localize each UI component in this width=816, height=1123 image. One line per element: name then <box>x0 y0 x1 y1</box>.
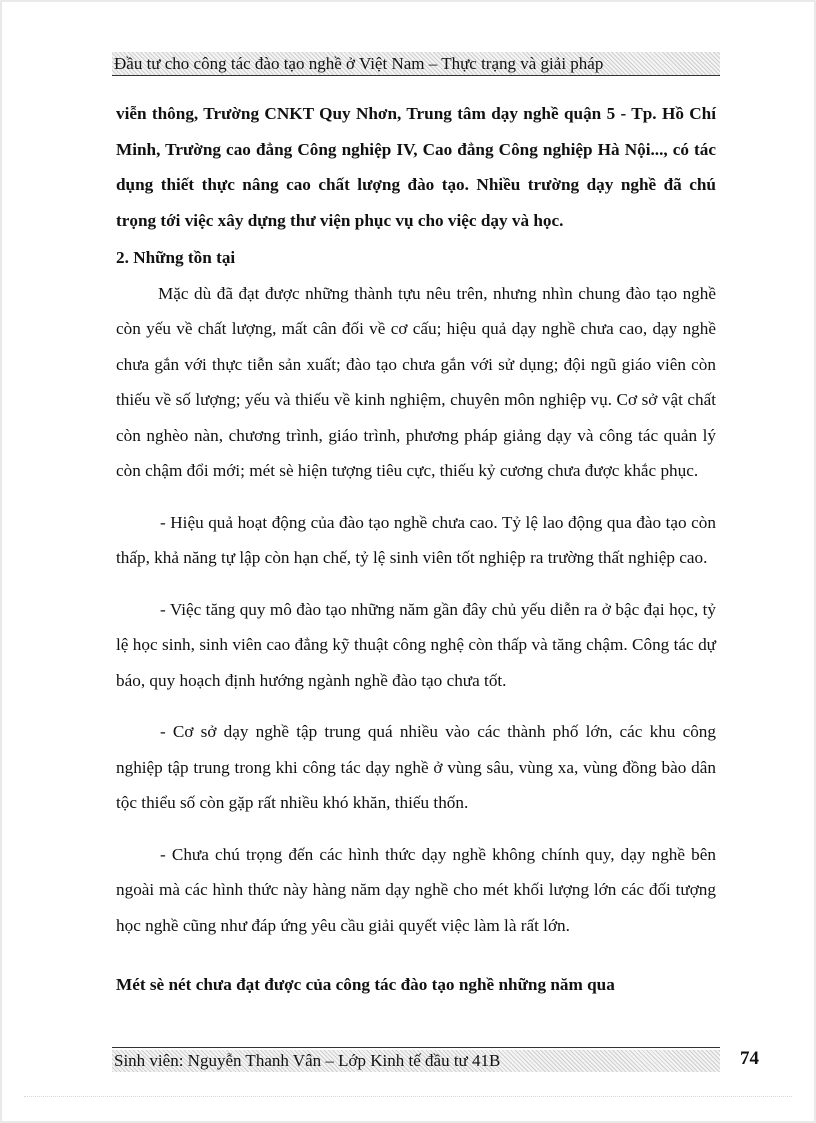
page-number: 74 <box>740 1048 759 1069</box>
running-header: Đầu tư cho công tác đào tạo nghề ở Việt Nam – Thực trạng và giải pháp <box>112 52 720 76</box>
running-footer: Sinh viên: Nguyễn Thanh Vân – Lớp Kinh tế đầu tư 41B <box>112 1050 720 1072</box>
bullet-efficiency: - Hiệu quả hoạt động của đào tạo nghề chưa cao. Tỷ lệ lao động qua đào tạo còn thấp, khả năng tự lập còn hạn chế, tỷ lệ sinh viên tốt nghiệp ra trường thất nghiệp cao. <box>116 512 716 567</box>
bullet-scale: - Việc tăng quy mô đào tạo những năm gần đây chủ yếu diễn ra ở bậc đại học, tỷ lệ học sinh, sinh viên cao đẳng kỹ thuật công nghệ còn thấp và tăng chậm. Công tác dự báo, quy hoạch định hướng ngành nghề đào tạo chưa tốt. <box>116 599 716 690</box>
body-text <box>116 96 716 943</box>
final-heading: Mét sè nét chưa đạt được của công tác đào tạo nghề những năm qua <box>116 975 615 994</box>
bullet-facilities: - Cơ sở dạy nghề tập trung quá nhiều vào các thành phố lớn, các khu công nghiệp tập trung trong khi công tác dạy nghề ở vùng sâu, vùng xa, vùng đồng bào dân tộc thiểu số còn gặp rất nhiều khó khăn, thiếu thốn. <box>116 722 716 812</box>
footer-rule <box>112 1047 720 1048</box>
page-bottom-divider <box>24 1096 792 1097</box>
section-heading: 2. Những tồn tại <box>116 248 236 267</box>
bullet-informal-training: - Chưa chú trọng đến các hình thức dạy nghề không chính quy, dạy nghề bên ngoài mà các hình thức này hàng năm dạy nghề cho mét khối lượng lớn các đối tượng học nghề cũng như đáp ứng yêu cầu giải quyết việc làm là rất lớn. <box>116 844 716 935</box>
paragraph-shortcomings: Mặc dù đã đạt được những thành tựu nêu trên, nhưng nhìn chung đào tạo nghề còn yếu về chất lượng, mất cân đối về cơ cấu; hiệu quả dạy nghề chưa cao, dạy nghề chưa gắn với thực tiễn sản xuất; đào tạo chưa gắn với sử dụng; đội ngũ giáo viên còn thiếu về số lượng; yếu và thiếu về kinh nghiệm, chuyên môn nghiệp vụ. Cơ sở vật chất còn nghèo nàn, chương trình, giáo trình, phương pháp giảng dạy và công tác quản lý còn chậm đổi mới; mét sè hiện tượng tiêu cực, thiếu kỷ cương chưa được khắc phục. <box>116 283 716 480</box>
intro-paragraph: viễn thông, Trường CNKT Quy Nhơn, Trung tâm dạy nghề quận 5 - Tp. Hồ Chí Minh, Trường cao đẳng Công nghiệp IV, Cao đẳng Công nghiệp Hà Nội..., có tác dụng thiết thực nâng cao chất lượng đào tạo. Nhiều trường dạy nghề đã chú trọng tới việc xây dựng thư viện phục vụ cho việc dạy và học. <box>116 104 716 230</box>
